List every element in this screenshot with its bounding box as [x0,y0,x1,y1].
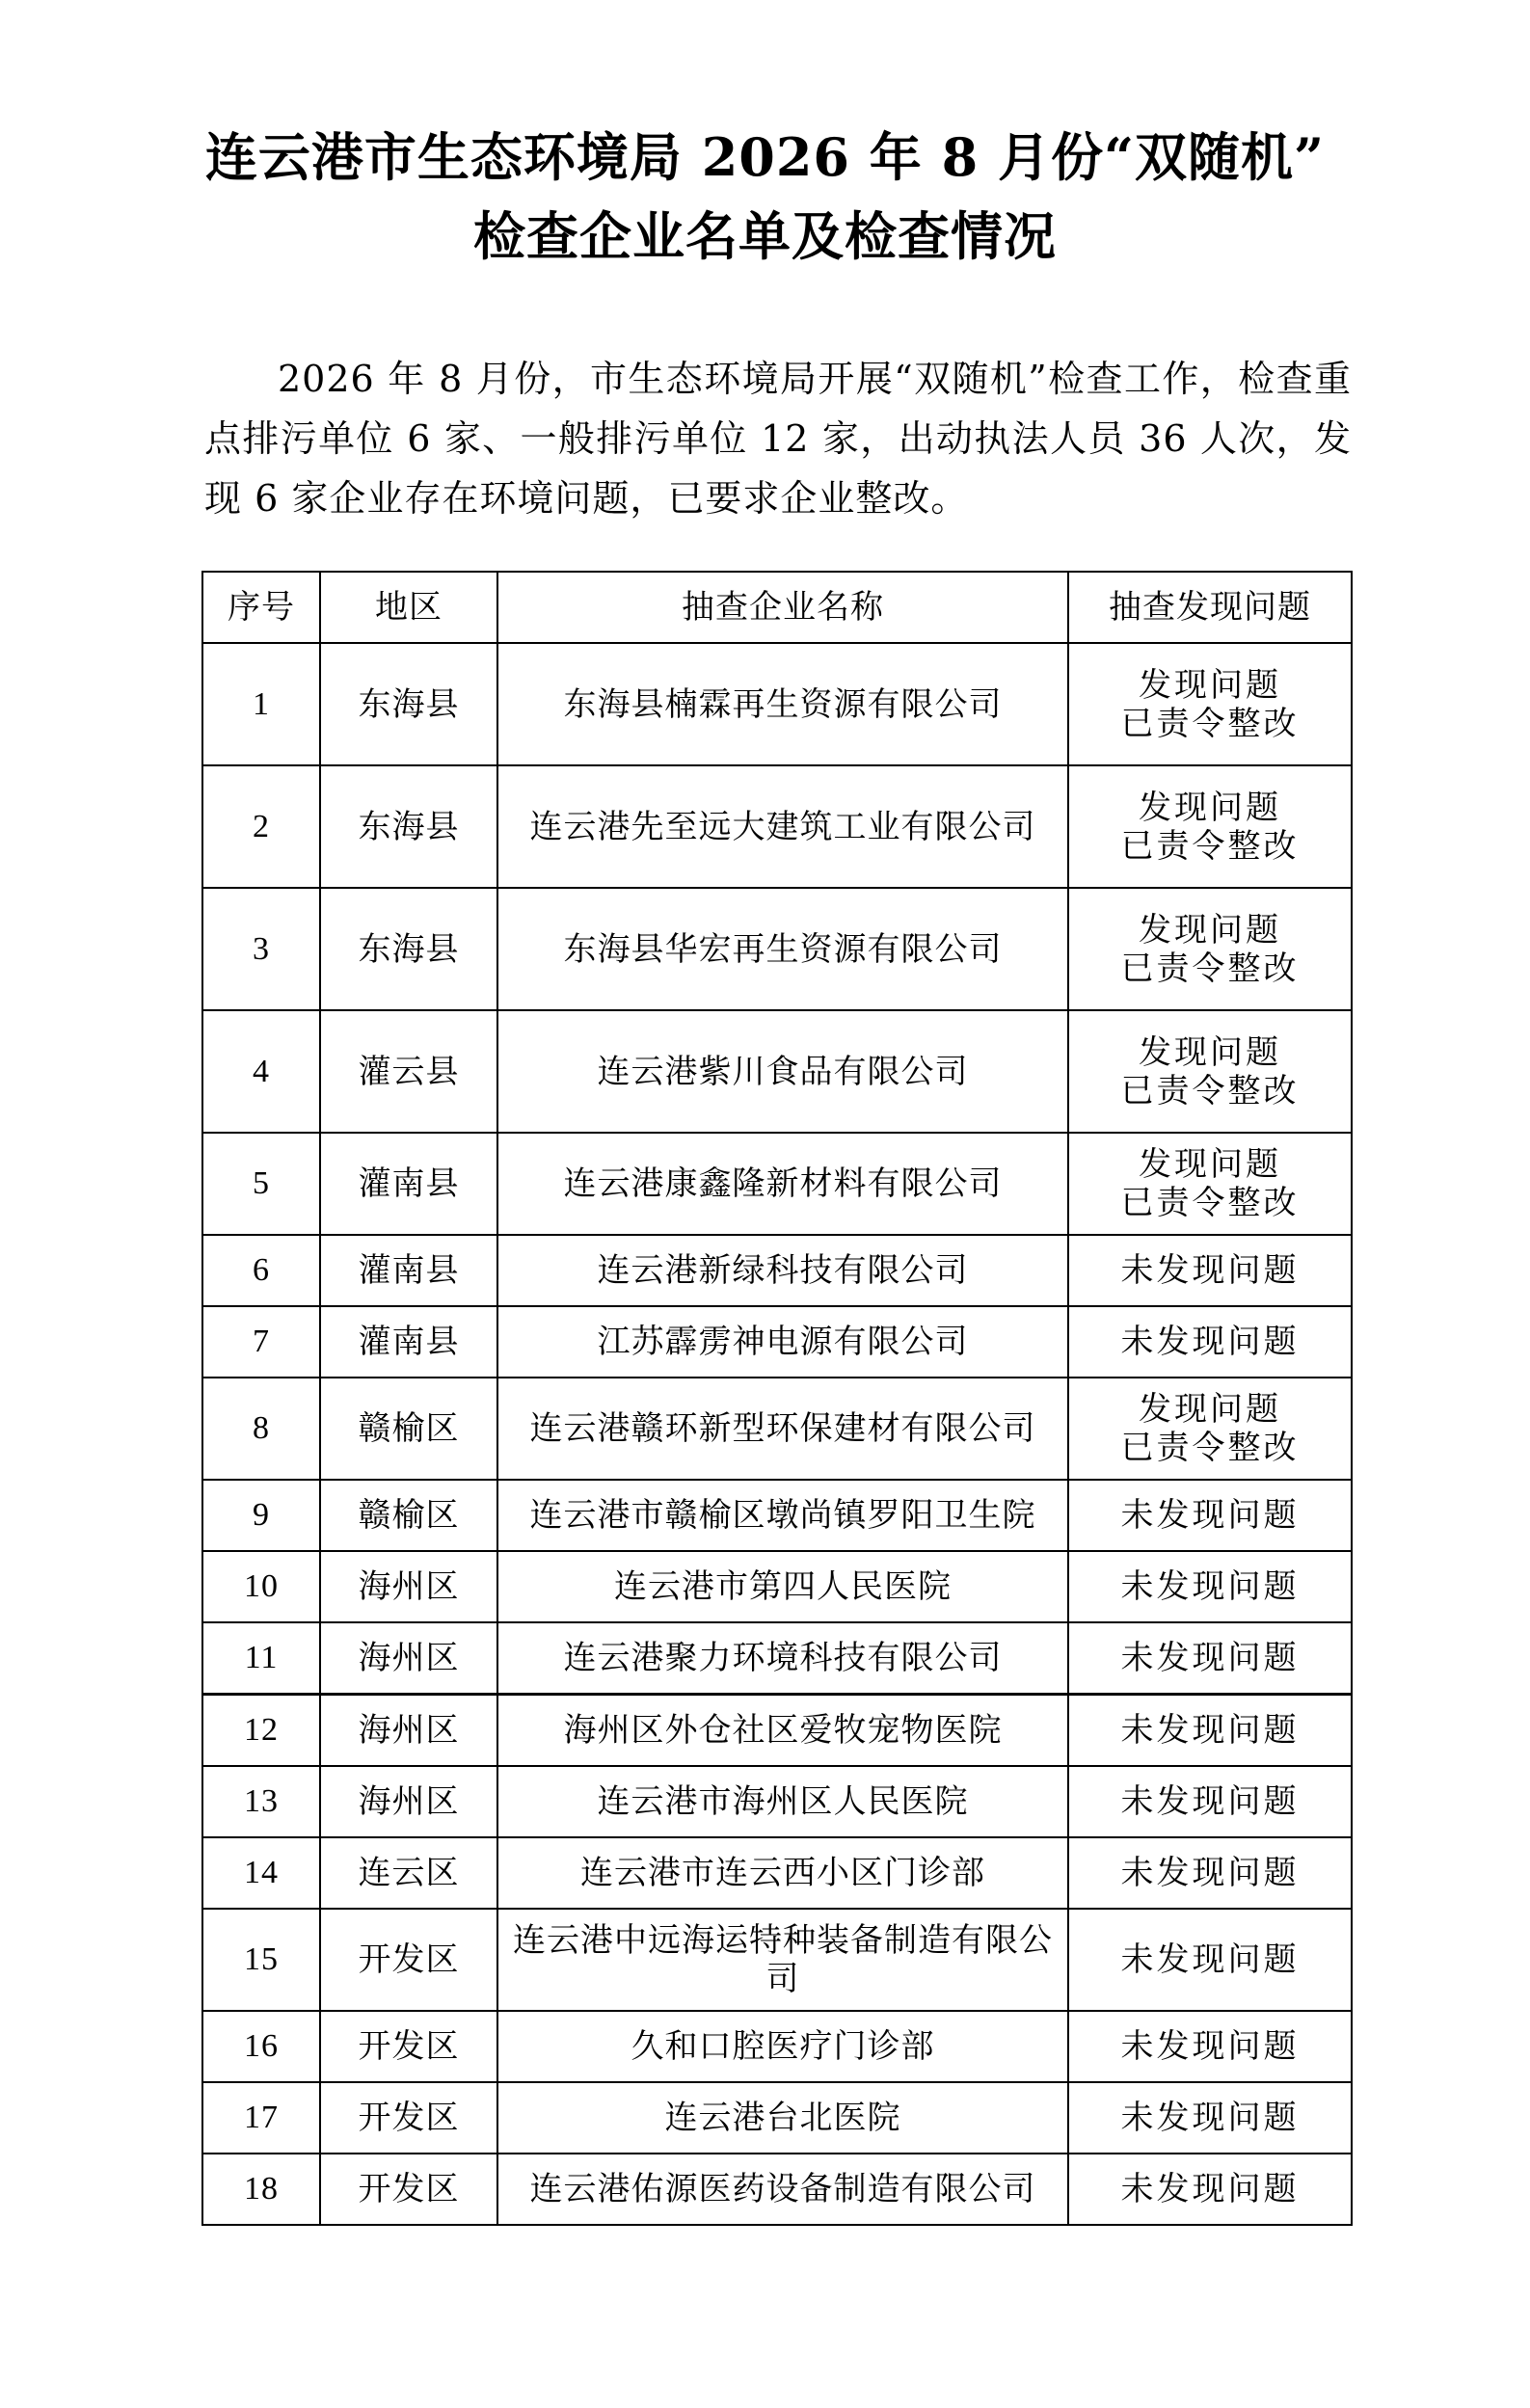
finding-line: 发现问题 [1139,910,1281,950]
cell-no: 15 [202,1909,320,2011]
cell-finding [1068,1378,1352,1480]
table-row [202,1480,1352,1551]
finding-line: 发现问题 [1139,665,1281,705]
finding-line: 未发现问题 [1120,2170,1300,2208]
rectification-line: 已责令整改 [1120,826,1300,866]
cell-no: 3 [202,888,320,1010]
cell-company: 连云港市第四人民医院 [497,1551,1068,1622]
table-row [202,2011,1352,2082]
cell-region: 灌南县 [320,1133,497,1235]
table-row [202,1235,1352,1306]
finding-line: 未发现问题 [1120,1782,1300,1821]
finding-line: 未发现问题 [1120,1639,1300,1677]
table-row [202,2154,1352,2225]
table-row [202,888,1352,1010]
cell-no: 16 [202,2011,320,2082]
table-row [202,2082,1352,2154]
rectification-line: 已责令整改 [1120,1184,1300,1222]
cell-finding [1068,2154,1352,2225]
cell-finding [1068,1909,1352,2011]
cell-region: 赣榆区 [320,1378,497,1480]
cell-region: 灌南县 [320,1235,497,1306]
cell-company: 连云港市赣榆区墩尚镇罗阳卫生院 [497,1480,1068,1551]
table-row [202,1837,1352,1909]
cell-no: 4 [202,1010,320,1133]
cell-region: 东海县 [320,888,497,1010]
title-line-2: 检查企业名单及检查情况 [473,205,1057,267]
cell-no: 6 [202,1235,320,1306]
cell-region: 海州区 [320,1695,497,1767]
cell-company: 连云港市连云西小区门诊部 [497,1837,1068,1909]
cell-region: 赣榆区 [320,1480,497,1551]
cell-finding [1068,1235,1352,1306]
header-row [202,572,1352,643]
cell-region: 开发区 [320,2154,497,2225]
cell-company: 连云港先至远大建筑工业有限公司 [497,765,1068,888]
table-header [202,572,1352,643]
cell-region: 开发区 [320,2082,497,2154]
rectification-line: 已责令整改 [1120,1071,1300,1110]
cell-region: 海州区 [320,1622,497,1695]
header-no: 序号 [202,572,320,643]
inspection-table [201,571,1353,2226]
cell-no: 13 [202,1766,320,1837]
cell-company: 连云港赣环新型环保建材有限公司 [497,1378,1068,1480]
cell-company: 连云港市海州区人民医院 [497,1766,1068,1837]
cell-region: 开发区 [320,1909,497,2011]
document-title [145,118,1385,276]
cell-finding [1068,2082,1352,2154]
cell-no: 14 [202,1837,320,1909]
finding-line: 发现问题 [1139,1032,1281,1072]
cell-company: 海州区外仓社区爱牧宠物医院 [497,1695,1068,1767]
cell-company: 连云港新绿科技有限公司 [497,1235,1068,1306]
finding-line: 未发现问题 [1120,1711,1300,1750]
cell-no: 2 [202,765,320,888]
cell-no: 17 [202,2082,320,2154]
cell-finding [1068,888,1352,1010]
cell-finding [1068,1133,1352,1235]
table-row [202,1378,1352,1480]
cell-company: 连云港聚力环境科技有限公司 [497,1622,1068,1695]
table-row [202,765,1352,888]
table-row [202,1766,1352,1837]
cell-no: 8 [202,1378,320,1480]
table-row [202,1909,1352,2011]
cell-finding [1068,2011,1352,2082]
cell-finding [1068,1837,1352,1909]
rectification-line: 已责令整改 [1120,704,1300,743]
header-region: 地区 [320,572,497,643]
table-row [202,1551,1352,1622]
header-company: 抽查企业名称 [497,572,1068,643]
cell-company: 东海县华宏再生资源有限公司 [497,888,1068,1010]
cell-no: 9 [202,1480,320,1551]
cell-finding [1068,1766,1352,1837]
cell-finding [1068,1695,1352,1767]
table-row [202,1010,1352,1133]
table-row [202,643,1352,765]
cell-region: 东海县 [320,765,497,888]
cell-no: 7 [202,1306,320,1378]
finding-line: 未发现问题 [1120,1323,1300,1361]
table-row [202,1306,1352,1378]
cell-region: 海州区 [320,1551,497,1622]
rectification-line: 已责令整改 [1120,949,1300,988]
cell-company: 连云港中远海运特种装备制造有限公司 [497,1909,1068,2011]
cell-no: 10 [202,1551,320,1622]
cell-company: 连云港康鑫隆新材料有限公司 [497,1133,1068,1235]
cell-finding [1068,1622,1352,1695]
cell-region: 海州区 [320,1766,497,1837]
cell-company: 江苏霹雳神电源有限公司 [497,1306,1068,1378]
cell-region: 东海县 [320,643,497,765]
finding-line: 未发现问题 [1120,2099,1300,2137]
finding-line: 未发现问题 [1120,1854,1300,1892]
finding-line: 未发现问题 [1120,1940,1300,1979]
table-row [202,1133,1352,1235]
finding-line: 未发现问题 [1120,1251,1300,1290]
cell-company: 连云港佑源医药设备制造有限公司 [497,2154,1068,2225]
table-row [202,1695,1352,1767]
table-body [202,643,1352,2225]
cell-finding [1068,1480,1352,1551]
cell-company: 东海县楠霖再生资源有限公司 [497,643,1068,765]
cell-no: 12 [202,1695,320,1767]
intro-paragraph: 2026 年 8 月份，市生态环境局开展“双随机”检查工作，检查重点排污单位 6 家、一般排污单位 12 家，出动执法人员 36 人次，发现 6 家企业存在环境问题，已要求企业整改。 [204,358,1352,520]
cell-no: 1 [202,643,320,765]
finding-line: 未发现问题 [1120,1567,1300,1606]
cell-region: 灌南县 [320,1306,497,1378]
finding-line: 发现问题 [1139,788,1281,827]
cell-no: 5 [202,1133,320,1235]
rectification-line: 已责令整改 [1120,1429,1300,1467]
cell-company: 久和口腔医疗门诊部 [497,2011,1068,2082]
table-row [202,1622,1352,1695]
finding-line: 发现问题 [1139,1390,1281,1429]
cell-finding [1068,1306,1352,1378]
cell-region: 开发区 [320,2011,497,2082]
cell-no: 18 [202,2154,320,2225]
title-line-1: 连云港市生态环境局 2026 年 8 月份“双随机” [204,126,1326,188]
cell-finding [1068,1010,1352,1133]
cell-finding [1068,765,1352,888]
cell-company: 连云港台北医院 [497,2082,1068,2154]
cell-region: 连云区 [320,1837,497,1909]
finding-line: 未发现问题 [1120,2027,1300,2066]
cell-company: 连云港紫川食品有限公司 [497,1010,1068,1133]
cell-region: 灌云县 [320,1010,497,1133]
cell-finding [1068,1551,1352,1622]
header-finding: 抽查发现问题 [1068,572,1352,643]
finding-line: 未发现问题 [1120,1496,1300,1535]
cell-no: 11 [202,1622,320,1695]
cell-finding [1068,643,1352,765]
finding-line: 发现问题 [1139,1145,1281,1184]
